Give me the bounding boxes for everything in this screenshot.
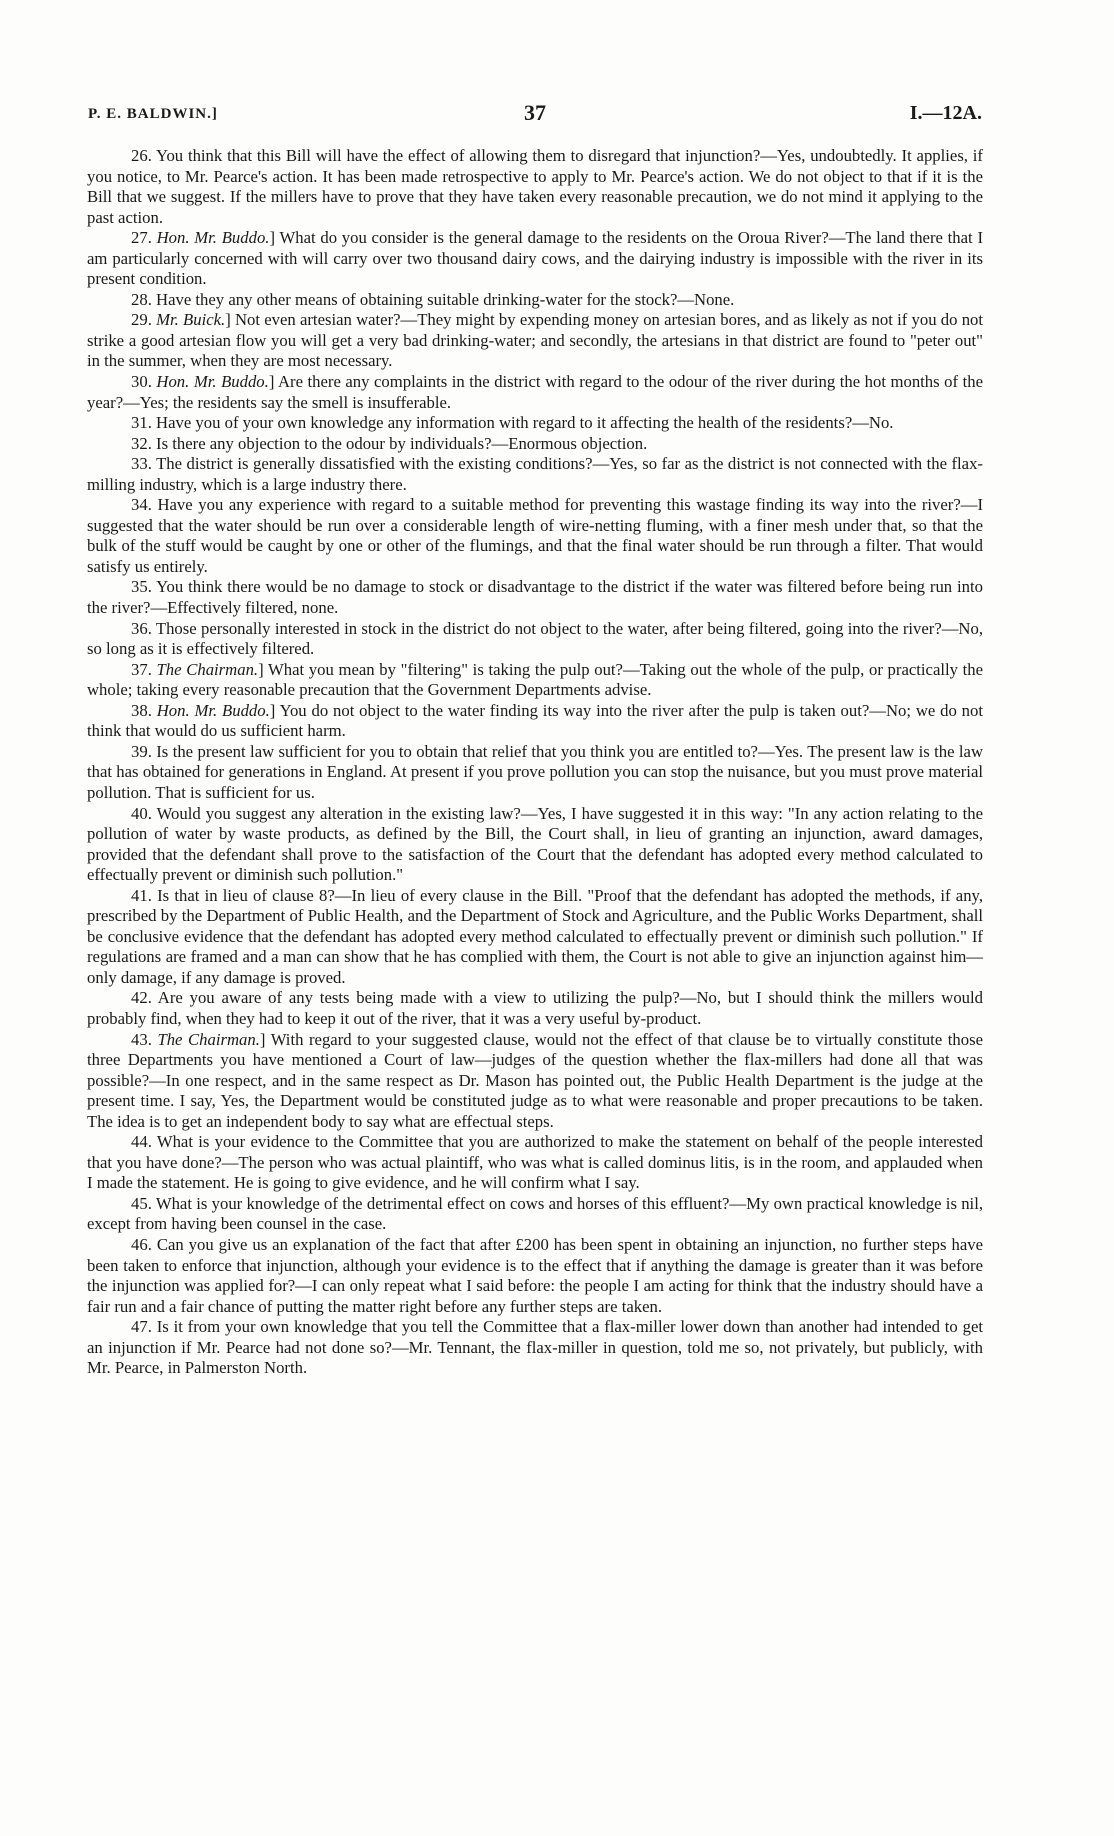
question-paragraph: 37. The Chairman.] What you mean by "filtering" is taking the pulp out?—Taking out the whole of the pulp, or practically the whole; taking every reasonable precaution that the Government Departments advise. (87, 659, 984, 700)
page-header (88, 100, 982, 130)
question-paragraph: 35. You think there would be no damage to stock or disadvantage to the district if the water was filtered before being run into the river?—Effectively filtered, none. (87, 577, 983, 618)
question-paragraph: 29. Mr. Buick.] Not even artesian water?—They might by expending money on artesian bores, and as likely as not if you do not strike a good artesian flow you will get a very bad drinking-water; and secondly, the artesians in that district are found to "peter out" in the summer, when they are most necessary. (87, 310, 984, 371)
question-paragraph: 47. Is it from your own knowledge that you tell the Committee that a flax-miller lower down than another had intended to get an injunction if Mr. Pearce had not done so?—Mr. Tennant, the flax-miller in question, told me so, not privately, but publicly, with Mr. Pearce, in Palmerston North. (87, 1317, 983, 1378)
question-paragraph: 44. What is your evidence to the Committee that you are authorized to make the statement on behalf of the people interested that you have done?—The person who was actual plaintiff, who was what is called dominus litis, is in the room, and applauded when I made the statement. He is going to give evidence, and he will confirm what I say. (87, 1132, 983, 1193)
question-paragraph: 46. Can you give us an explanation of the fact that after £200 has been spent in obtaining an injunction, no further steps have been taken to enforce that injunction, although your evidence is to the effect that if anything the damage is greater than it was before the injunction was applied for?—I can only repeat what I said before: the people I am acting for think that the industry should have a fair run and a fair chance of putting the matter right before any further steps are taken. (87, 1234, 983, 1316)
question-paragraph: 26. You think that this Bill will have the effect of allowing them to disregard that injunction?—Yes, undoubtedly. It applies, if you notice, to Mr. Pearce's action. It has been made retrospective to apply to Mr. Pearce's action. We do not object to that if it is the Bill that we suggest. If the millers have to prove that they have taken every reasonable precaution, we do not mind it applying to the past action. (87, 146, 983, 227)
question-paragraph: 28. Have they any other means of obtaining suitable drinking-water for the stock?—None. (131, 289, 735, 309)
question-paragraph: 33. The district is generally dissatisfied with the existing conditions?—Yes, so far as the district is not connected with the flax-milling industry, which is a large industry there. (87, 454, 983, 494)
question-paragraph: 43. The Chairman.] With regard to your suggested clause, would not the effect of that clause be to virtually constitute those three Departments you have mentioned a Court of law—judges of the question whether the flax-millers had done all that was possible?—In one respect, and in the same respect as Dr. Mason has pointed out, the Public Health Department is the judge at the present time. I say, Yes, the Department would be constituted judge as to what were reasonable and proper precautions to be taken. The idea is to get an independent body to say what are effectual steps. (87, 1029, 984, 1131)
evidence-text (87, 146, 983, 1379)
question-paragraph: 36. Those personally interested in stock in the district do not object to the water, after being filtered, going into the river?—No, so long as it is effectively filtered. (87, 618, 983, 659)
question-paragraph: 30. Hon. Mr. Buddo.] Are there any complaints in the district with regard to the odour of the river during the hot months of the year?—Yes; the residents say the smell is insufferable. (87, 372, 983, 412)
page-number: 37 (524, 100, 546, 125)
question-paragraph: 34. Have you any experience with regard to a suitable method for preventing this wastage finding its way into the river?—I suggested that the water should be run over a considerable length of wire-netting fluming, with a finer mesh under that, so that the bulk of the stuff would be caught by one or other of the flumings, and that the final water should be run through a filter. That would satisfy us entirely. (87, 495, 983, 576)
question-paragraph: 39. Is the present law sufficient for you to obtain that relief that you think you are entitled to?—Yes. The present law is the law that has obtained for generations in England. At present if you prove pollution you can stop the nuisance, but you must prove material pollution. That is sufficient for us. (87, 741, 983, 802)
question-paragraph: 45. What is your knowledge of the detrimental effect on cows and horses of this effluent?—My own practical knowledge is nil, except from having been counsel in the case. (87, 1193, 983, 1234)
question-paragraph: 31. Have you of your own knowledge any information with regard to it affecting the health of the residents?—No. (131, 413, 894, 433)
paper-reference: I.—12A. (909, 102, 982, 124)
question-paragraph: 41. Is that in lieu of clause 8?—In lieu of every clause in the Bill. "Proof that the defendant has adopted the methods, if any, prescribed by the Department of Public Health, and the Department of Stock and Agriculture, and the Public Works Department, shall be conclusive evidence that the defendant has adopted every method calculated to effectually prevent or diminish such pollution." If regulations are framed and a man can show that he has complied with them, the Court is not able to give an injunction against him—only damage, if any damage is proved. (87, 885, 983, 987)
question-paragraph: 42. Are you aware of any tests being made with a view to utilizing the pulp?—No, but I should think the millers would probably find, when they had to keep it out of the river, that it was a very useful by-product. (87, 988, 983, 1028)
question-paragraph: 40. Would you suggest any alteration in the existing law?—Yes, I have suggested it in this way: "In any action relating to the pollution of water by waste products, as defined by the Bill, the Court shall, in lieu of granting an injunction, award damages, provided that the defendant shall prove to the satisfaction of the Court that the defendant has adopted every method calculated to effectually prevent or diminish such pollution." (87, 803, 983, 885)
question-paragraph: 38. Hon. Mr. Buddo.] You do not object to the water finding its way into the river after the pulp is taken out?—No; we do not think that would do us sufficient harm. (87, 700, 984, 741)
question-paragraph: 32. Is there any objection to the odour by individuals?—Enormous objection. (131, 433, 648, 453)
witness-name: P. E. BALDWIN.] (88, 106, 218, 122)
question-paragraph: 27. Hon. Mr. Buddo.] What do you consider is the general damage to the residents on the Oroua River?—The land there that I am particularly concerned with will carry over two thousand dairy cows, and the dairying industry is impossible with the river in its present condition. (87, 228, 983, 289)
